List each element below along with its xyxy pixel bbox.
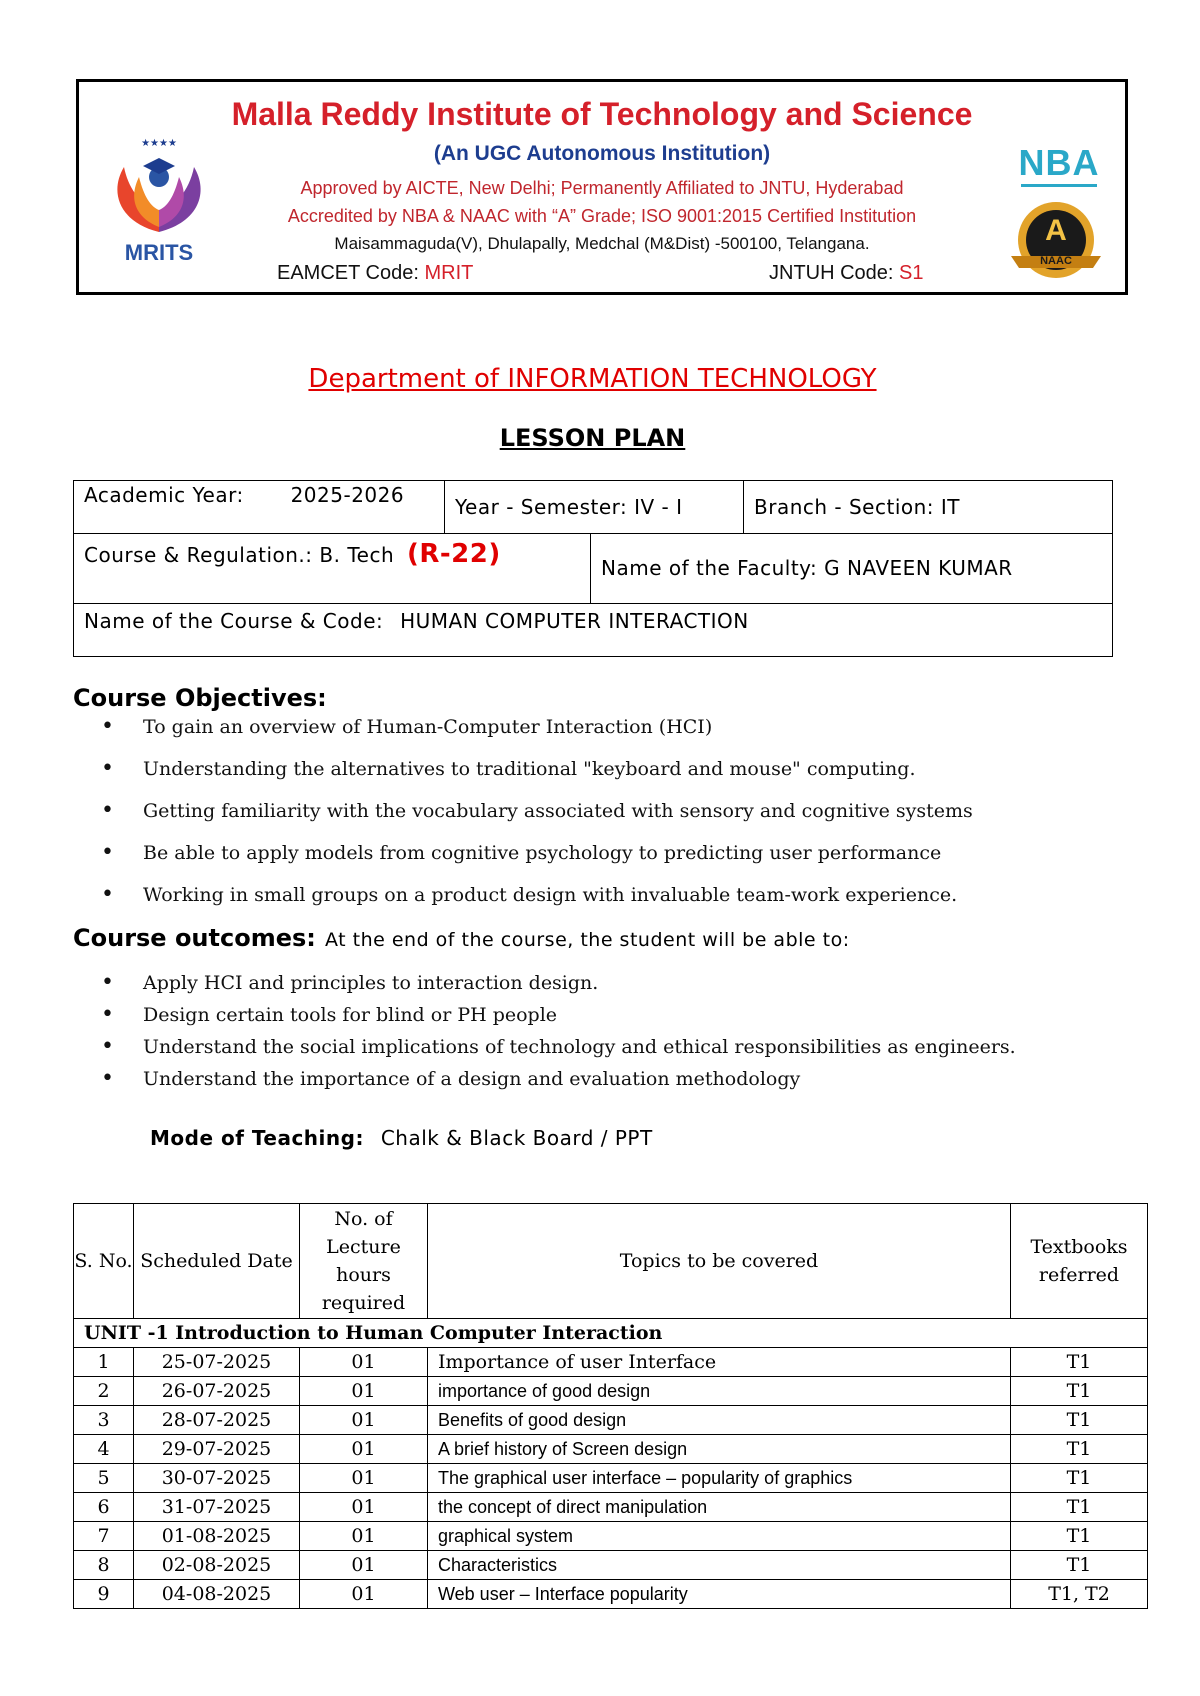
row-sno: 1: [74, 1348, 134, 1377]
mode-label: Mode of Teaching:: [150, 1126, 364, 1150]
row-topic: Characteristics: [428, 1551, 1011, 1580]
naac-grade: A: [1045, 214, 1067, 247]
row-hours: 01: [300, 1580, 428, 1609]
table-row: [74, 1377, 1148, 1406]
header-topics: Topics to be covered: [428, 1204, 1011, 1319]
year-semester: Year - Semester: IV - I: [455, 495, 683, 519]
course-regulation-cell: [73, 533, 591, 604]
course-name-value: HUMAN COMPUTER INTERACTION: [400, 609, 749, 633]
nba-logo-text: NBA: [1018, 142, 1100, 183]
header-date: Scheduled Date: [134, 1204, 300, 1319]
row-textbook: T1: [1011, 1377, 1148, 1406]
row-topic: Benefits of good design: [428, 1406, 1011, 1435]
row-hours: 01: [300, 1377, 428, 1406]
row-date: 26-07-2025: [134, 1377, 300, 1406]
academic-year-label: Academic Year:: [84, 483, 244, 507]
row-topic: The graphical user interface – popularity of graphics: [428, 1464, 1011, 1493]
mrits-logo-text: MRITS: [124, 240, 194, 265]
row-hours: 01: [300, 1464, 428, 1493]
academic-year-cell: [73, 480, 445, 534]
table-row: [74, 1464, 1148, 1493]
department-title: Department of INFORMATION TECHNOLOGY: [308, 364, 877, 394]
table-row: [74, 1580, 1148, 1609]
schedule-header-row: [74, 1204, 1148, 1319]
row-hours: 01: [300, 1435, 428, 1464]
outcome-item: • Apply HCI and principles to interaction design.: [73, 972, 1173, 1004]
institution-banner: [76, 79, 1128, 295]
objectives-list: [73, 716, 1173, 926]
outcome-item: • Understand the social implications of technology and ethical responsibilities as engineers.: [73, 1036, 1173, 1068]
row-textbook: T1: [1011, 1551, 1148, 1580]
lesson-plan-title: LESSON PLAN: [499, 424, 686, 452]
table-row: [74, 1493, 1148, 1522]
schedule-table: [73, 1203, 1148, 1609]
table-row: [74, 1348, 1148, 1377]
row-hours: 01: [300, 1551, 428, 1580]
outcomes-heading-row: [73, 924, 850, 952]
objective-item: • Working in small groups on a product design with invaluable team-work experience.: [73, 884, 1173, 926]
institution-name: Malla Reddy Institute of Technology and Science: [231, 96, 973, 132]
outcome-item: • Understand the importance of a design and evaluation methodology: [73, 1068, 1173, 1100]
objective-item: • To gain an overview of Human-Computer Interaction (HCI): [73, 716, 1173, 758]
row-textbook: T1: [1011, 1493, 1148, 1522]
mode-value: Chalk & Black Board / PPT: [380, 1126, 653, 1150]
approval-line: Approved by AICTE, New Delhi; Permanently Affiliated to JNTU, Hyderabad: [300, 178, 904, 198]
eamcet-code: [277, 262, 473, 285]
row-date: 25-07-2025: [134, 1348, 300, 1377]
eamcet-label: EAMCET Code:: [277, 262, 419, 284]
row-date: 28-07-2025: [134, 1406, 300, 1435]
mode-of-teaching: [150, 1126, 653, 1150]
row-date: 04-08-2025: [134, 1580, 300, 1609]
row-sno: 5: [74, 1464, 134, 1493]
row-date: 01-08-2025: [134, 1522, 300, 1551]
row-sno: 9: [74, 1580, 134, 1609]
table-row: [74, 1522, 1148, 1551]
course-name-label: Name of the Course & Code:: [84, 609, 384, 633]
row-sno: 6: [74, 1493, 134, 1522]
row-date: 31-07-2025: [134, 1493, 300, 1522]
outcome-item: • Design certain tools for blind or PH people: [73, 1004, 1173, 1036]
outcomes-intro: At the end of the course, the student will be able to:: [324, 929, 850, 951]
row-topic: Importance of user Interface: [428, 1348, 1011, 1377]
row-textbook: T1: [1011, 1522, 1148, 1551]
row-topic: importance of good design: [428, 1377, 1011, 1406]
row-textbook: T1: [1011, 1464, 1148, 1493]
row-hours: 01: [300, 1348, 428, 1377]
row-sno: 2: [74, 1377, 134, 1406]
outcomes-list: [73, 972, 1173, 1100]
institution-subtitle: (An UGC Autonomous Institution): [433, 142, 771, 165]
faculty-cell: [590, 533, 1113, 604]
header-sno: S. No.: [74, 1204, 134, 1319]
nba-logo-icon: [1009, 142, 1109, 198]
row-topic: the concept of direct manipulation: [428, 1493, 1011, 1522]
academic-year-value: 2025-2026: [290, 483, 405, 507]
row-hours: 01: [300, 1493, 428, 1522]
objective-item: • Understanding the alternatives to traditional "keyboard and mouse" computing.: [73, 758, 1173, 800]
row-sno: 8: [74, 1551, 134, 1580]
row-topic: Web user – Interface popularity: [428, 1580, 1011, 1609]
naac-text: NAAC: [1040, 255, 1072, 267]
institution-address: Maisammaguda(V), Dhulapally, Medchal (M&Dist) -500100, Telangana.: [334, 234, 870, 253]
table-row: [74, 1435, 1148, 1464]
row-textbook: T1: [1011, 1348, 1148, 1377]
row-date: 02-08-2025: [134, 1551, 300, 1580]
objective-item: • Be able to apply models from cognitive psychology to predicting user performance: [73, 842, 1173, 884]
unit-title: UNIT -1 Introduction to Human Computer Interaction: [74, 1319, 1148, 1348]
outcomes-heading: Course outcomes:: [73, 924, 316, 952]
row-date: 30-07-2025: [134, 1464, 300, 1493]
row-textbook: T1: [1011, 1406, 1148, 1435]
row-sno: 4: [74, 1435, 134, 1464]
branch-section: Branch - Section: IT: [754, 495, 960, 519]
naac-logo-icon: [1003, 198, 1109, 288]
row-hours: 01: [300, 1406, 428, 1435]
year-semester-cell: [444, 480, 744, 534]
table-row: [74, 1551, 1148, 1580]
accreditation-line: Accredited by NBA & NAAC with “A” Grade; ISO 9001:2015 Certified Institution: [287, 206, 917, 226]
header-hours: No. of Lecture hours required: [300, 1204, 428, 1319]
objective-item: • Getting familiarity with the vocabulary associated with sensory and cognitive systems: [73, 800, 1173, 842]
jntuh-value: S1: [899, 262, 924, 284]
jntuh-code: [769, 262, 924, 285]
branch-section-cell: [743, 480, 1113, 534]
eamcet-value: MRIT: [424, 262, 474, 284]
unit-row: [74, 1319, 1148, 1348]
row-textbook: T1: [1011, 1435, 1148, 1464]
row-sno: 3: [74, 1406, 134, 1435]
course-regulation-label: Course & Regulation.: B. Tech: [84, 543, 395, 567]
objectives-heading: Course Objectives:: [73, 684, 327, 712]
regulation-value: (R-22): [406, 539, 501, 569]
jntuh-label: JNTUH Code:: [769, 262, 894, 284]
faculty-name: Name of the Faculty: G NAVEEN KUMAR: [601, 556, 1013, 580]
svg-text:★★★★: ★★★★: [141, 138, 177, 149]
row-textbook: T1, T2: [1011, 1580, 1148, 1609]
row-topic: graphical system: [428, 1522, 1011, 1551]
course-name-cell: [73, 603, 1113, 657]
row-sno: 7: [74, 1522, 134, 1551]
header-textbooks: Textbooks referred: [1011, 1204, 1148, 1319]
row-topic: A brief history of Screen design: [428, 1435, 1011, 1464]
table-row: [74, 1406, 1148, 1435]
row-date: 29-07-2025: [134, 1435, 300, 1464]
row-hours: 01: [300, 1522, 428, 1551]
